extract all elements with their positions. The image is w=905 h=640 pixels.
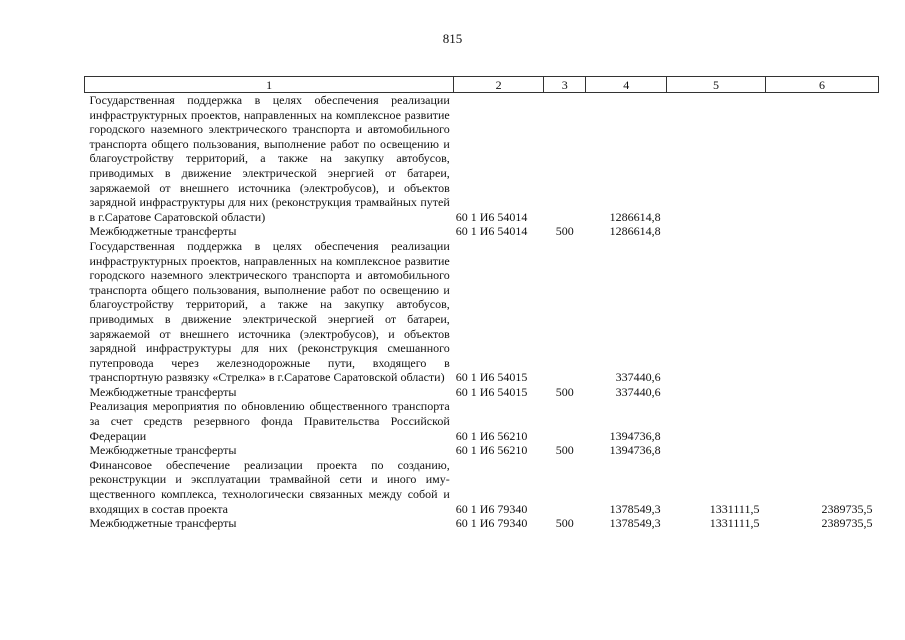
budget-table (84, 76, 879, 531)
amount-col5 (667, 443, 766, 458)
target-code: 60 1 И6 56210 (455, 443, 528, 458)
column-header: 6 (765, 77, 878, 93)
target-code: 60 1 И6 54015 (455, 384, 528, 399)
amount-col4: 1286614,8 (609, 209, 661, 224)
amount-col5: 1331111,5 (709, 501, 760, 516)
amount-col4: 337440,6 (615, 370, 661, 385)
amount-col4: 1394736,8 (609, 443, 661, 458)
table-row (85, 385, 879, 400)
target-code: 60 1 И6 79340 (455, 516, 528, 531)
amount-col6 (765, 224, 878, 239)
expense-type (544, 458, 586, 516)
amount-col6 (765, 239, 878, 385)
target-code: 60 1 И6 56210 (455, 428, 528, 443)
row-name: Межбюджетные трансферты (89, 384, 237, 399)
amount-col6: 2389735,5 (821, 516, 873, 531)
expense-type: 500 (555, 224, 574, 239)
table-row (85, 399, 879, 443)
column-header: 5 (667, 77, 766, 93)
expense-type: 500 (555, 384, 574, 399)
row-name: Межбюджетные трансферты (89, 224, 237, 239)
column-header: 4 (586, 77, 667, 93)
amount-col6: 2389735,5 (821, 501, 873, 516)
table-row (85, 93, 879, 225)
amount-col6 (765, 443, 878, 458)
amount-col5 (667, 93, 766, 225)
table-header (85, 77, 879, 93)
target-code: 60 1 И6 54014 (455, 224, 528, 239)
expense-type (544, 93, 586, 225)
table-row (85, 458, 879, 516)
expense-type (544, 239, 586, 385)
amount-col5: 1331111,5 (709, 516, 760, 531)
column-header: 2 (454, 77, 544, 93)
table-row (85, 224, 879, 239)
amount-col4: 1286614,8 (609, 224, 661, 239)
row-name: Государственная поддержка в целях обеспечения реализации инфраструктурных проектов, направленных на комплексное развитие городского наземного электрического транспорта и автомобильного транспорта общего пользования, выполнение работ по освещению и благоустройству территорий, а также на закупку автобусов, приводимых в движение электрической энергией от батареи, заряжаемой от внешнего источника (электробусов), и объектов зарядной инфраструктуры для них (реконструкция смешанного путепровода через железнодорожные пути, входящего в транспортную развязку «Стрелка» в г.Саратове Саратовской области) (89, 238, 450, 385)
row-name: Межбюджетные трансферты (89, 443, 237, 458)
amount-col6 (765, 399, 878, 443)
table-body (85, 93, 879, 531)
amount-col5 (667, 385, 766, 400)
table-row (85, 516, 879, 531)
amount-col5 (667, 224, 766, 239)
column-header: 1 (85, 77, 454, 93)
row-name: Реализация мероприятия по обновлению общественного транспорта за счет средств резервного фонда Правительства Российской Федерации (89, 399, 450, 443)
row-name: Финансовое обеспечение реализации проекта по созданию, реконструкции и эксплуатации трамвайной сети и иного имущественного комплекса, технологически связанных между собой и входящих в состав проекта (89, 457, 450, 516)
amount-col4: 1378549,3 (609, 516, 661, 531)
target-code: 60 1 И6 54015 (455, 370, 528, 385)
target-code: 60 1 И6 54014 (455, 209, 528, 224)
amount-col6 (765, 385, 878, 400)
column-header: 3 (544, 77, 586, 93)
table-row (85, 239, 879, 385)
amount-col4: 337440,6 (615, 384, 661, 399)
amount-col5 (667, 399, 766, 443)
amount-col4: 1394736,8 (609, 428, 661, 443)
expense-type (544, 399, 586, 443)
amount-col4: 1378549,3 (609, 501, 661, 516)
table-row (85, 443, 879, 458)
expense-type: 500 (555, 443, 574, 458)
amount-col5 (667, 239, 766, 385)
expense-type: 500 (555, 516, 574, 531)
target-code: 60 1 И6 79340 (455, 501, 528, 516)
amount-col6 (765, 93, 878, 225)
page-number: 815 (442, 31, 463, 46)
row-name: Государственная поддержка в целях обеспечения реализации инфраструктурных проектов, направленных на комплексное развитие городского наземного электрического транспорта и автомобильного транспорта общего пользования, выполнение работ по освещению и благоустройству территорий, а также на закупку автобусов, приводимых в движение электрической энергией от батареи, заряжаемой от внешнего источника (электробусов), и объектов зарядной инфраструктуры для них (реконструкция трамвайных путей в г.Саратове Саратовской области) (89, 93, 450, 224)
row-name: Межбюджетные трансферты (89, 516, 237, 531)
